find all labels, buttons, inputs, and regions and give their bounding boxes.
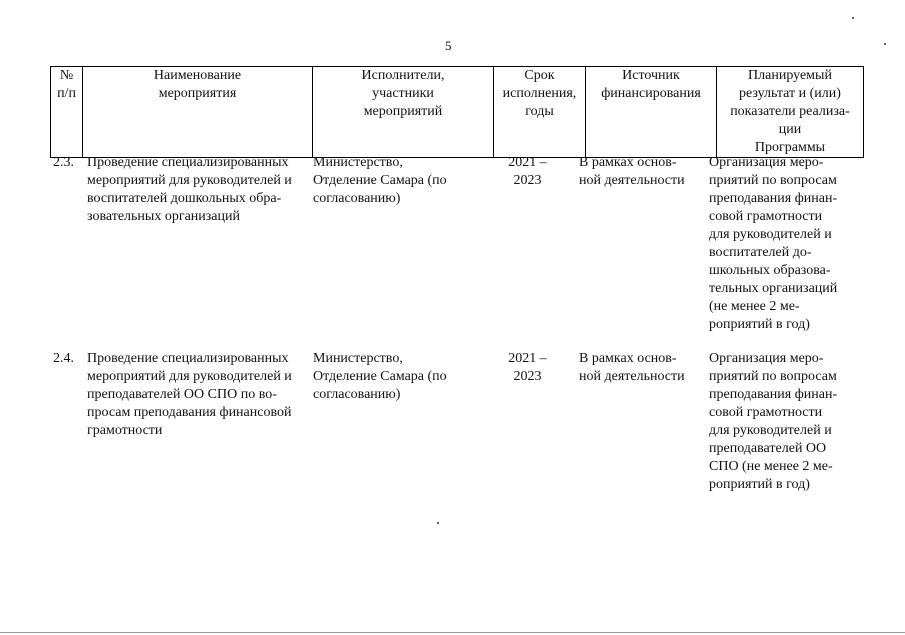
page-number: 5 <box>445 38 452 53</box>
scan-speck <box>852 17 854 19</box>
header-result: Планируемый результат и (или) показатели реализа- ции Программы <box>717 67 864 158</box>
table-header <box>50 66 864 158</box>
row-name: Проведение специализированных мероприятий для руководителей и преподавателей ОО СПО по во- просам преподавания финансовой грамотности <box>87 351 292 438</box>
row-term: 2021 – 2023 <box>508 155 547 188</box>
scan-speck <box>437 522 439 524</box>
scan-speck <box>884 43 886 45</box>
row-executors: Министерство, Отделение Самара (по согласованию) <box>313 155 447 206</box>
header-source: Источник финансирования <box>586 67 717 158</box>
header-num: № п/п <box>51 67 83 158</box>
row-number: 2.4. <box>53 351 74 366</box>
row-result: Организация меро- приятий по вопросам преподавания финан- совой грамотности для руководителей и воспитателей до- школьных образова- тельных организаций (не менее 2 ме- роприятий в год) <box>709 155 838 332</box>
scan-edge <box>0 632 905 633</box>
header-executors: Исполнители, участники мероприятий <box>313 67 494 158</box>
header-name: Наименование мероприятия <box>83 67 313 158</box>
row-term: 2021 – 2023 <box>508 351 547 384</box>
row-executors: Министерство, Отделение Самара (по согласованию) <box>313 351 447 402</box>
row-source: В рамках основ- ной деятельности <box>579 351 685 384</box>
header-term: Срок исполнения, годы <box>494 67 586 158</box>
row-result: Организация меро- приятий по вопросам преподавания финан- совой грамотности для руководителей и преподавателей ОО СПО (не менее 2 ме- роприятий в год) <box>709 351 838 492</box>
row-source: В рамках основ- ной деятельности <box>579 155 685 188</box>
row-number: 2.3. <box>53 155 74 170</box>
row-name: Проведение специализированных мероприятий для руководителей и воспитателей дошкольных обра- зовательных организаций <box>87 155 292 224</box>
